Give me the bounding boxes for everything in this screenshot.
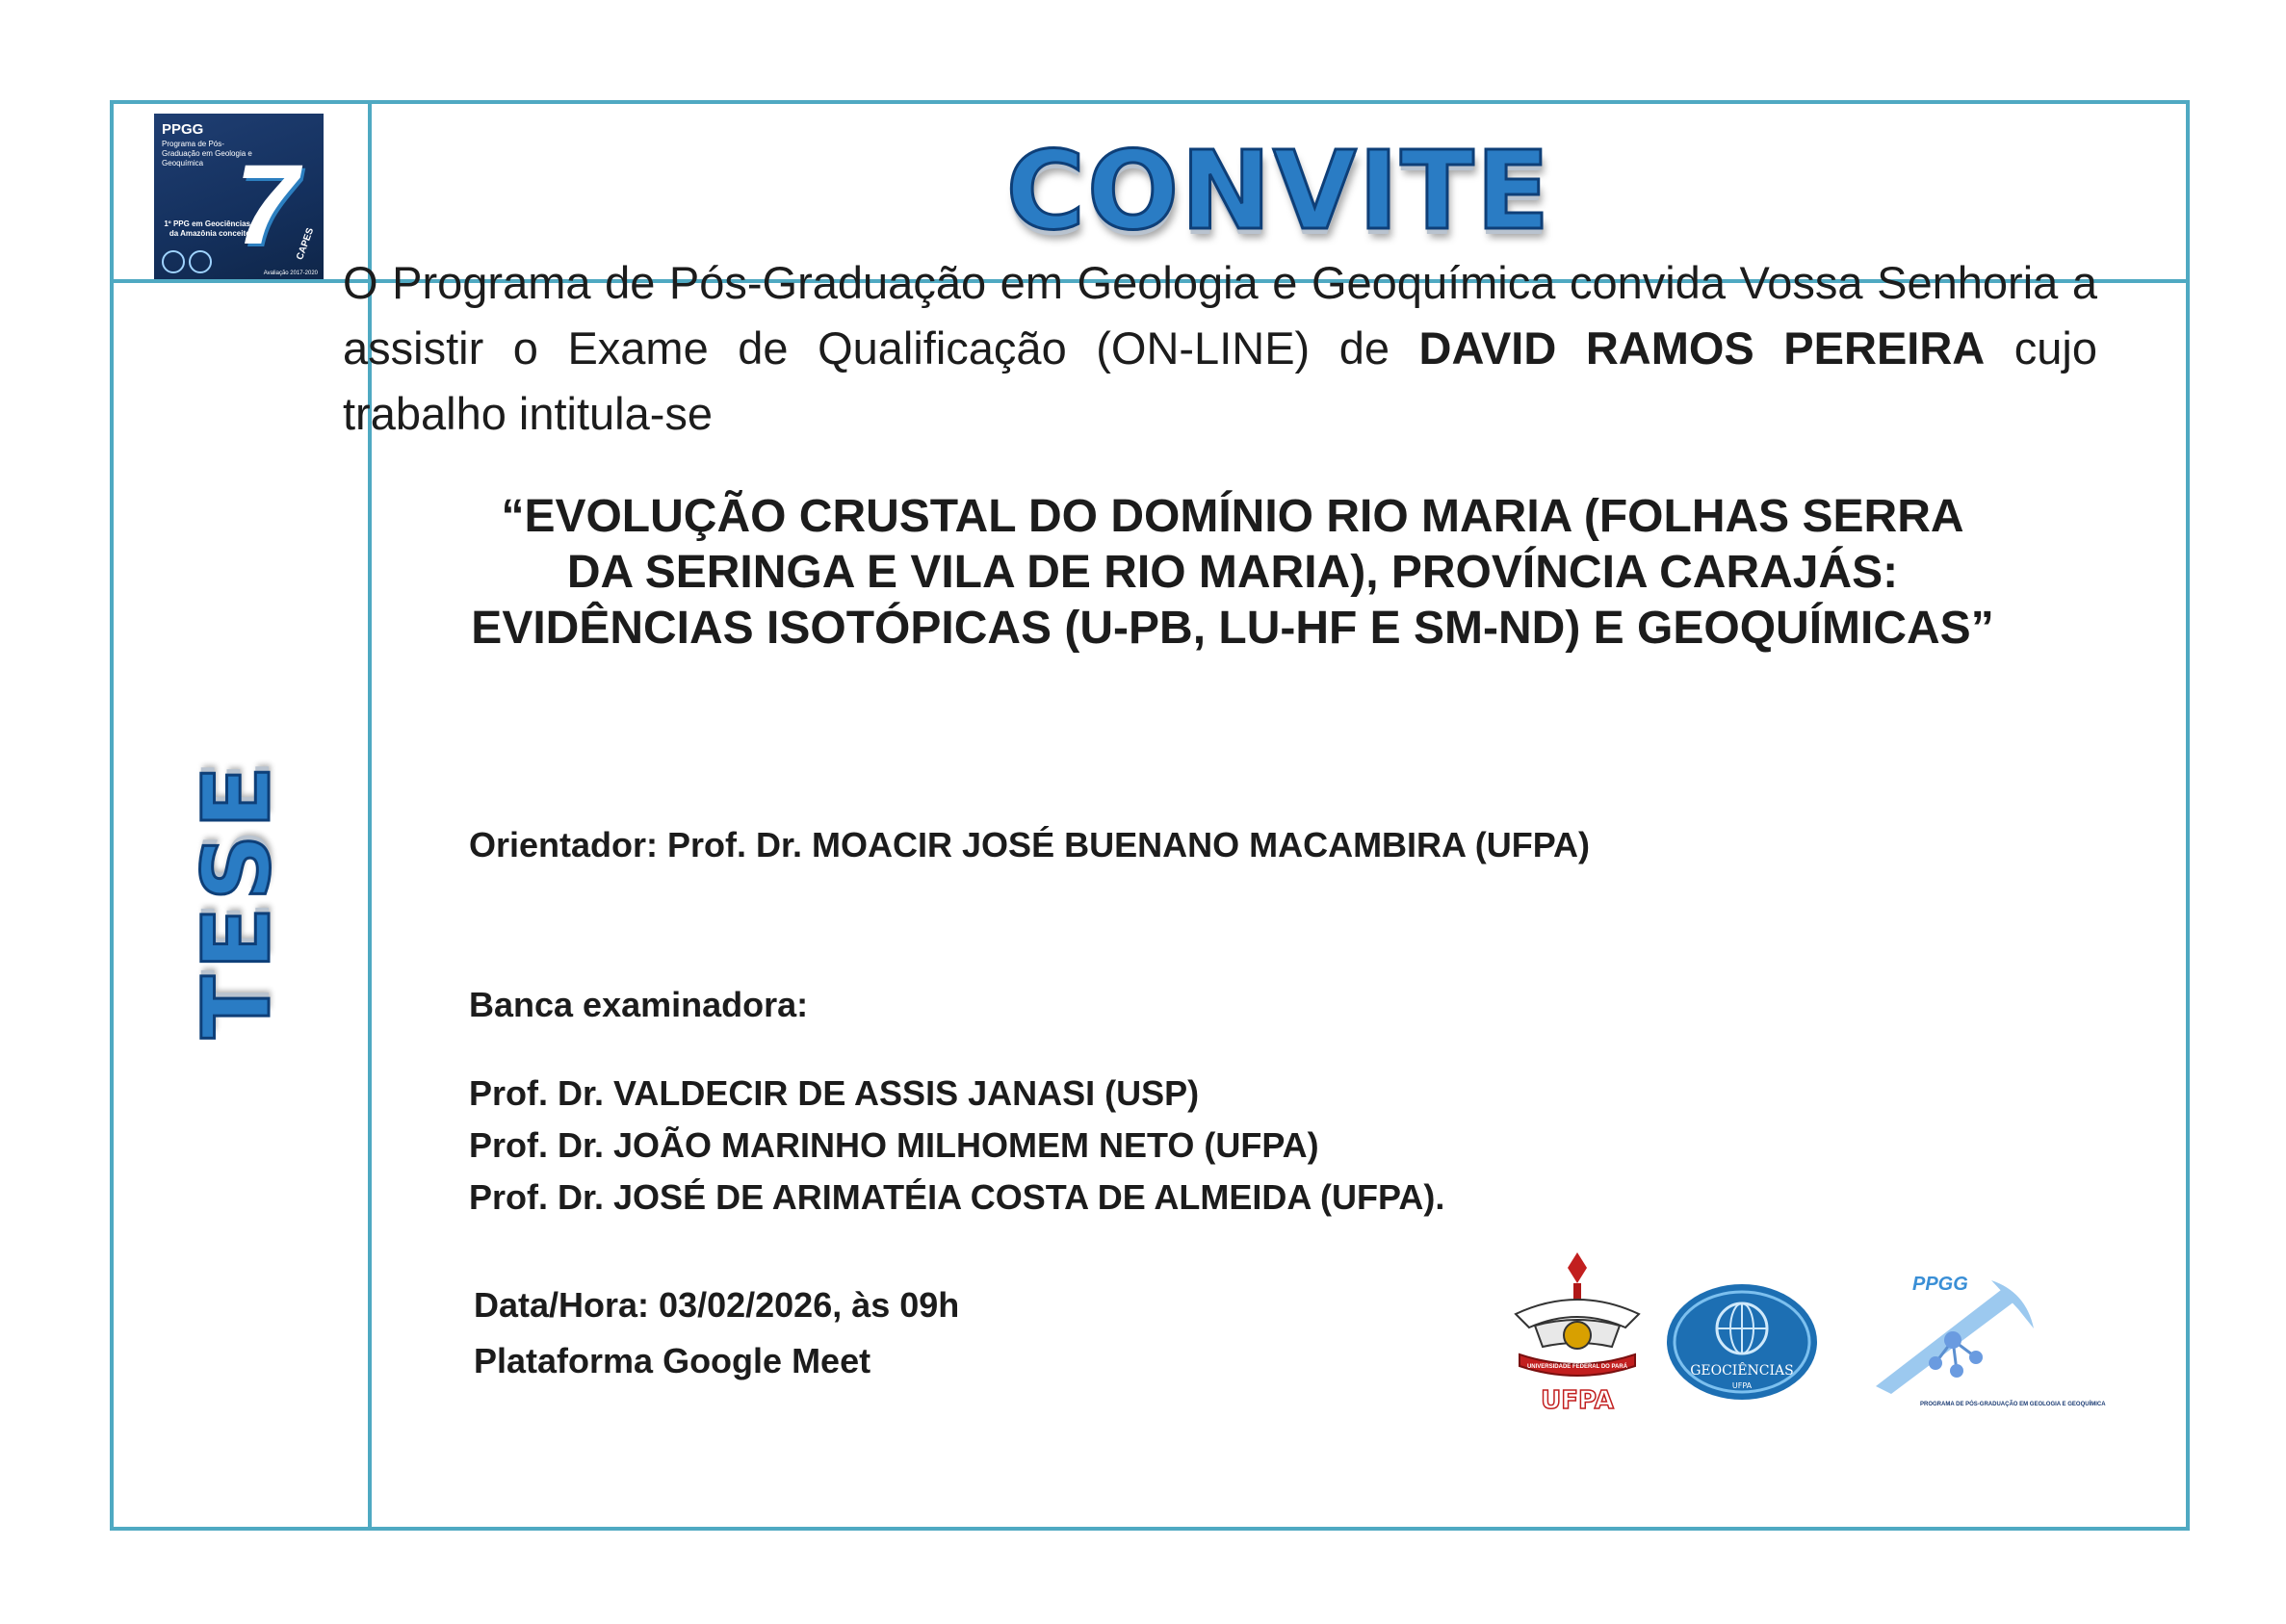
side-label: TESE — [183, 760, 291, 1039]
thesis-title — [366, 489, 2099, 657]
ppgg-logo — [1857, 1271, 2106, 1419]
thesis-title-line: DA SERINGA E VILA DE RIO MARIA), PROVÍNCIA CARAJÁS: — [566, 547, 1899, 598]
ufpa-logo — [1506, 1247, 1649, 1416]
side-column — [114, 283, 368, 1527]
committee-member: Prof. Dr. JOÃO MARINHO MILHOMEM NETO (UFPA) — [469, 1125, 1319, 1165]
intro-paragraph — [343, 250, 2097, 447]
badge-number: 7 — [235, 142, 299, 269]
badge-title: PPGG — [162, 121, 204, 138]
badge-footer: Avaliação 2017-2020 — [263, 271, 318, 276]
platform: Plataforma Google Meet — [474, 1341, 871, 1380]
ppgg-mini-icon — [189, 250, 212, 273]
thesis-title-line: “EVOLUÇÃO CRUSTAL DO DOMÍNIO RIO MARIA (FOLHAS SERRA — [501, 491, 1964, 542]
candidate-name: DAVID RAMOS PEREIRA — [1418, 322, 1986, 374]
geociencias-logo — [1664, 1280, 1820, 1404]
ppgg-capes-badge — [154, 114, 324, 279]
committee-member: Prof. Dr. VALDECIR DE ASSIS JANASI (USP) — [469, 1073, 1200, 1113]
geo-caption: GEOCIÊNCIAS — [1690, 1363, 1794, 1379]
ufpa-ribbon: UNIVERSIDADE FEDERAL DO PARÁ — [1526, 1364, 1628, 1370]
geo-mini-icon — [162, 250, 185, 273]
committee-heading: Banca examinadora: — [469, 985, 809, 1024]
badge-note: 1º PPG em Geociências da Amazônia conceito — [164, 219, 250, 238]
ppgg-title: PPGG — [1912, 1274, 1968, 1295]
date-time: Data/Hora: 03/02/2026, às 09h — [474, 1285, 960, 1325]
badge-subtitle: Programa de Pós-Graduação em Geologia e Geoquímica — [162, 140, 252, 168]
intro-text-start: O Programa de Pós-Graduação em Geologia e Geoquímica convida Vossa Senhoria a assistir o Exame de Qualificação (ON-LINE) de — [343, 257, 2097, 374]
intro-text-end: cujo trabalho intitula-se — [343, 322, 2098, 439]
ufpa-caption: UFPA — [1541, 1386, 1614, 1415]
ppgg-caption: PROGRAMA DE PÓS-GRADUAÇÃO EM GEOLOGIA E GEOQUÍMICA — [1920, 1402, 2106, 1407]
badge-capes: CAPES — [295, 226, 317, 262]
advisor: Orientador: Prof. Dr. MOACIR JOSÉ BUENANO MACAMBIRA (UFPA) — [469, 825, 1591, 864]
committee-member: Prof. Dr. JOSÉ DE ARIMATÉIA COSTA DE ALMEIDA (UFPA). — [469, 1177, 1445, 1217]
geo-sub: UFPA — [1731, 1381, 1753, 1390]
thesis-title-line: EVIDÊNCIAS ISOTÓPICAS (U-PB, LU-HF E SM-ND) E GEOQUÍMICAS” — [471, 603, 1994, 654]
page-title: CONVITE — [1005, 129, 1552, 254]
